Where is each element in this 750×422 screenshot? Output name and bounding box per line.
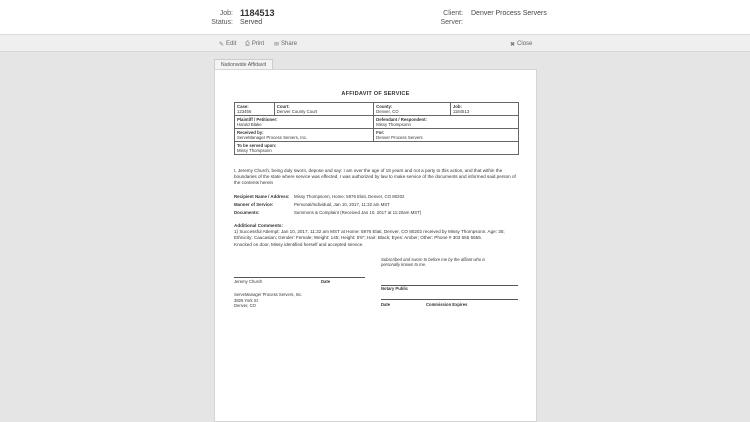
- toolbar: [0, 35, 750, 52]
- documents-row: [234, 210, 421, 215]
- notary-label: Notary Public: [381, 286, 408, 291]
- recipient-label: Recipient Name / Address:: [234, 194, 290, 199]
- doc-job-label: Job:: [452, 104, 462, 109]
- manner-value: Personal/Individual, Jan 10, 2017, 11:32 am MST: [294, 202, 390, 207]
- company-name: ServeManager Process Servers, Inc.: [234, 292, 303, 297]
- court-label: Court:: [276, 104, 290, 109]
- manner-label: Manner of Service:: [234, 202, 274, 207]
- print-button[interactable]: [245, 38, 264, 50]
- case-value: 123456: [237, 109, 252, 114]
- client-value: Denver Process Servers: [471, 10, 547, 17]
- edit-button[interactable]: [219, 38, 236, 50]
- close-icon: ✖: [510, 41, 516, 48]
- server-label: Server:: [440, 19, 463, 26]
- job-header: [0, 0, 750, 35]
- date-label: Date: [321, 279, 331, 284]
- pencil-icon: ✎: [219, 41, 225, 48]
- comments-value: 1) Successful Attempt: Jan 10, 2017, 11:32 am MST at Home: 5976 Elati, Denver, CO 80202 received by Missy Thompsonn. Age: 35; Ethnicity: Caucasian; Gender: Female; Weight: 145; Height: 5'8"; Hair: Black; Eyes: Amber; Other: Phone # 303 555 5555.: [234, 229, 505, 240]
- comments-label: Additional Comments:: [234, 223, 283, 228]
- plaintiff-value: Harold Blake: [237, 122, 262, 127]
- for-label: For:: [376, 130, 385, 135]
- recipient-value: Missy Thompsonn, Home: 5976 Elati, Denver, CO 80202: [294, 194, 405, 199]
- print-label: Print: [251, 41, 265, 47]
- status-label: Status:: [211, 19, 233, 26]
- affidavit-document: [214, 69, 537, 422]
- share-label: Share: [281, 41, 298, 47]
- county-value: Denver, CO: [376, 109, 399, 114]
- print-icon: ⎙: [245, 40, 250, 47]
- client-label: Client:: [443, 10, 463, 17]
- case-label: Case:: [237, 104, 249, 109]
- defendant-value: Missy Thompsonn: [376, 122, 411, 127]
- for-value: Denver Process Servers: [376, 135, 423, 140]
- received-value: ServeManager Process Servers, Inc.: [237, 135, 308, 140]
- envelope-icon: ✉: [274, 41, 280, 48]
- recipient-row: [234, 194, 404, 199]
- commission-line: [381, 299, 518, 300]
- job-label: Job:: [219, 10, 233, 17]
- court-value: Denver County Court: [276, 109, 318, 114]
- signature-line: [234, 277, 365, 278]
- status-value: Served: [240, 19, 263, 26]
- commission-label: Commission Expires: [426, 302, 468, 307]
- close-label: Close: [517, 41, 533, 47]
- document-title: AFFIDAVIT OF SERVICE: [341, 91, 410, 97]
- plaintiff-label: Plaintiff / Petitioner:: [237, 117, 278, 122]
- documents-value: Summons & Complaint (Received Jan 10, 2017 at 11:20am MST): [294, 210, 422, 215]
- county-label: County:: [376, 104, 393, 109]
- job-number: 1184513: [240, 8, 275, 18]
- case-info-table: [234, 102, 519, 155]
- manner-row: [234, 202, 390, 207]
- sworn-note: Subscribed and sworn to before me by the affiant who is personally known to me.: [381, 257, 486, 267]
- served-label: To be served upon:: [237, 143, 277, 148]
- close-button[interactable]: [510, 38, 532, 50]
- tab-nationwide-affidavit[interactable]: Nationwide Affidavit: [214, 59, 273, 69]
- served-value: Missy Thompsonn: [237, 148, 272, 153]
- comments-value-2: Knocked on door, Missy identified herself and accepted service.: [234, 242, 364, 247]
- edit-label: Edit: [226, 41, 237, 47]
- share-button[interactable]: [274, 38, 297, 50]
- doc-job-value: 1184513: [452, 109, 470, 114]
- documents-label: Documents:: [234, 210, 260, 215]
- defendant-label: Defendant / Respondent:: [376, 117, 427, 122]
- company-address-2: Denver, CO: [234, 303, 256, 308]
- company-address-1: 3825 York St: [234, 298, 258, 303]
- signer-name: Jeremy Church: [234, 279, 263, 284]
- date-label-2: Date: [381, 302, 391, 307]
- received-label: Received by:: [237, 130, 264, 135]
- sworn-statement: I, Jeremy Church, being duly sworn, depose and say: I am over the age of 18 years and not a party to this action, and that within the boundaries of the state where service was effected, I was authorized by law to make service of the documents and informed said person of the contents herein: [234, 168, 516, 185]
